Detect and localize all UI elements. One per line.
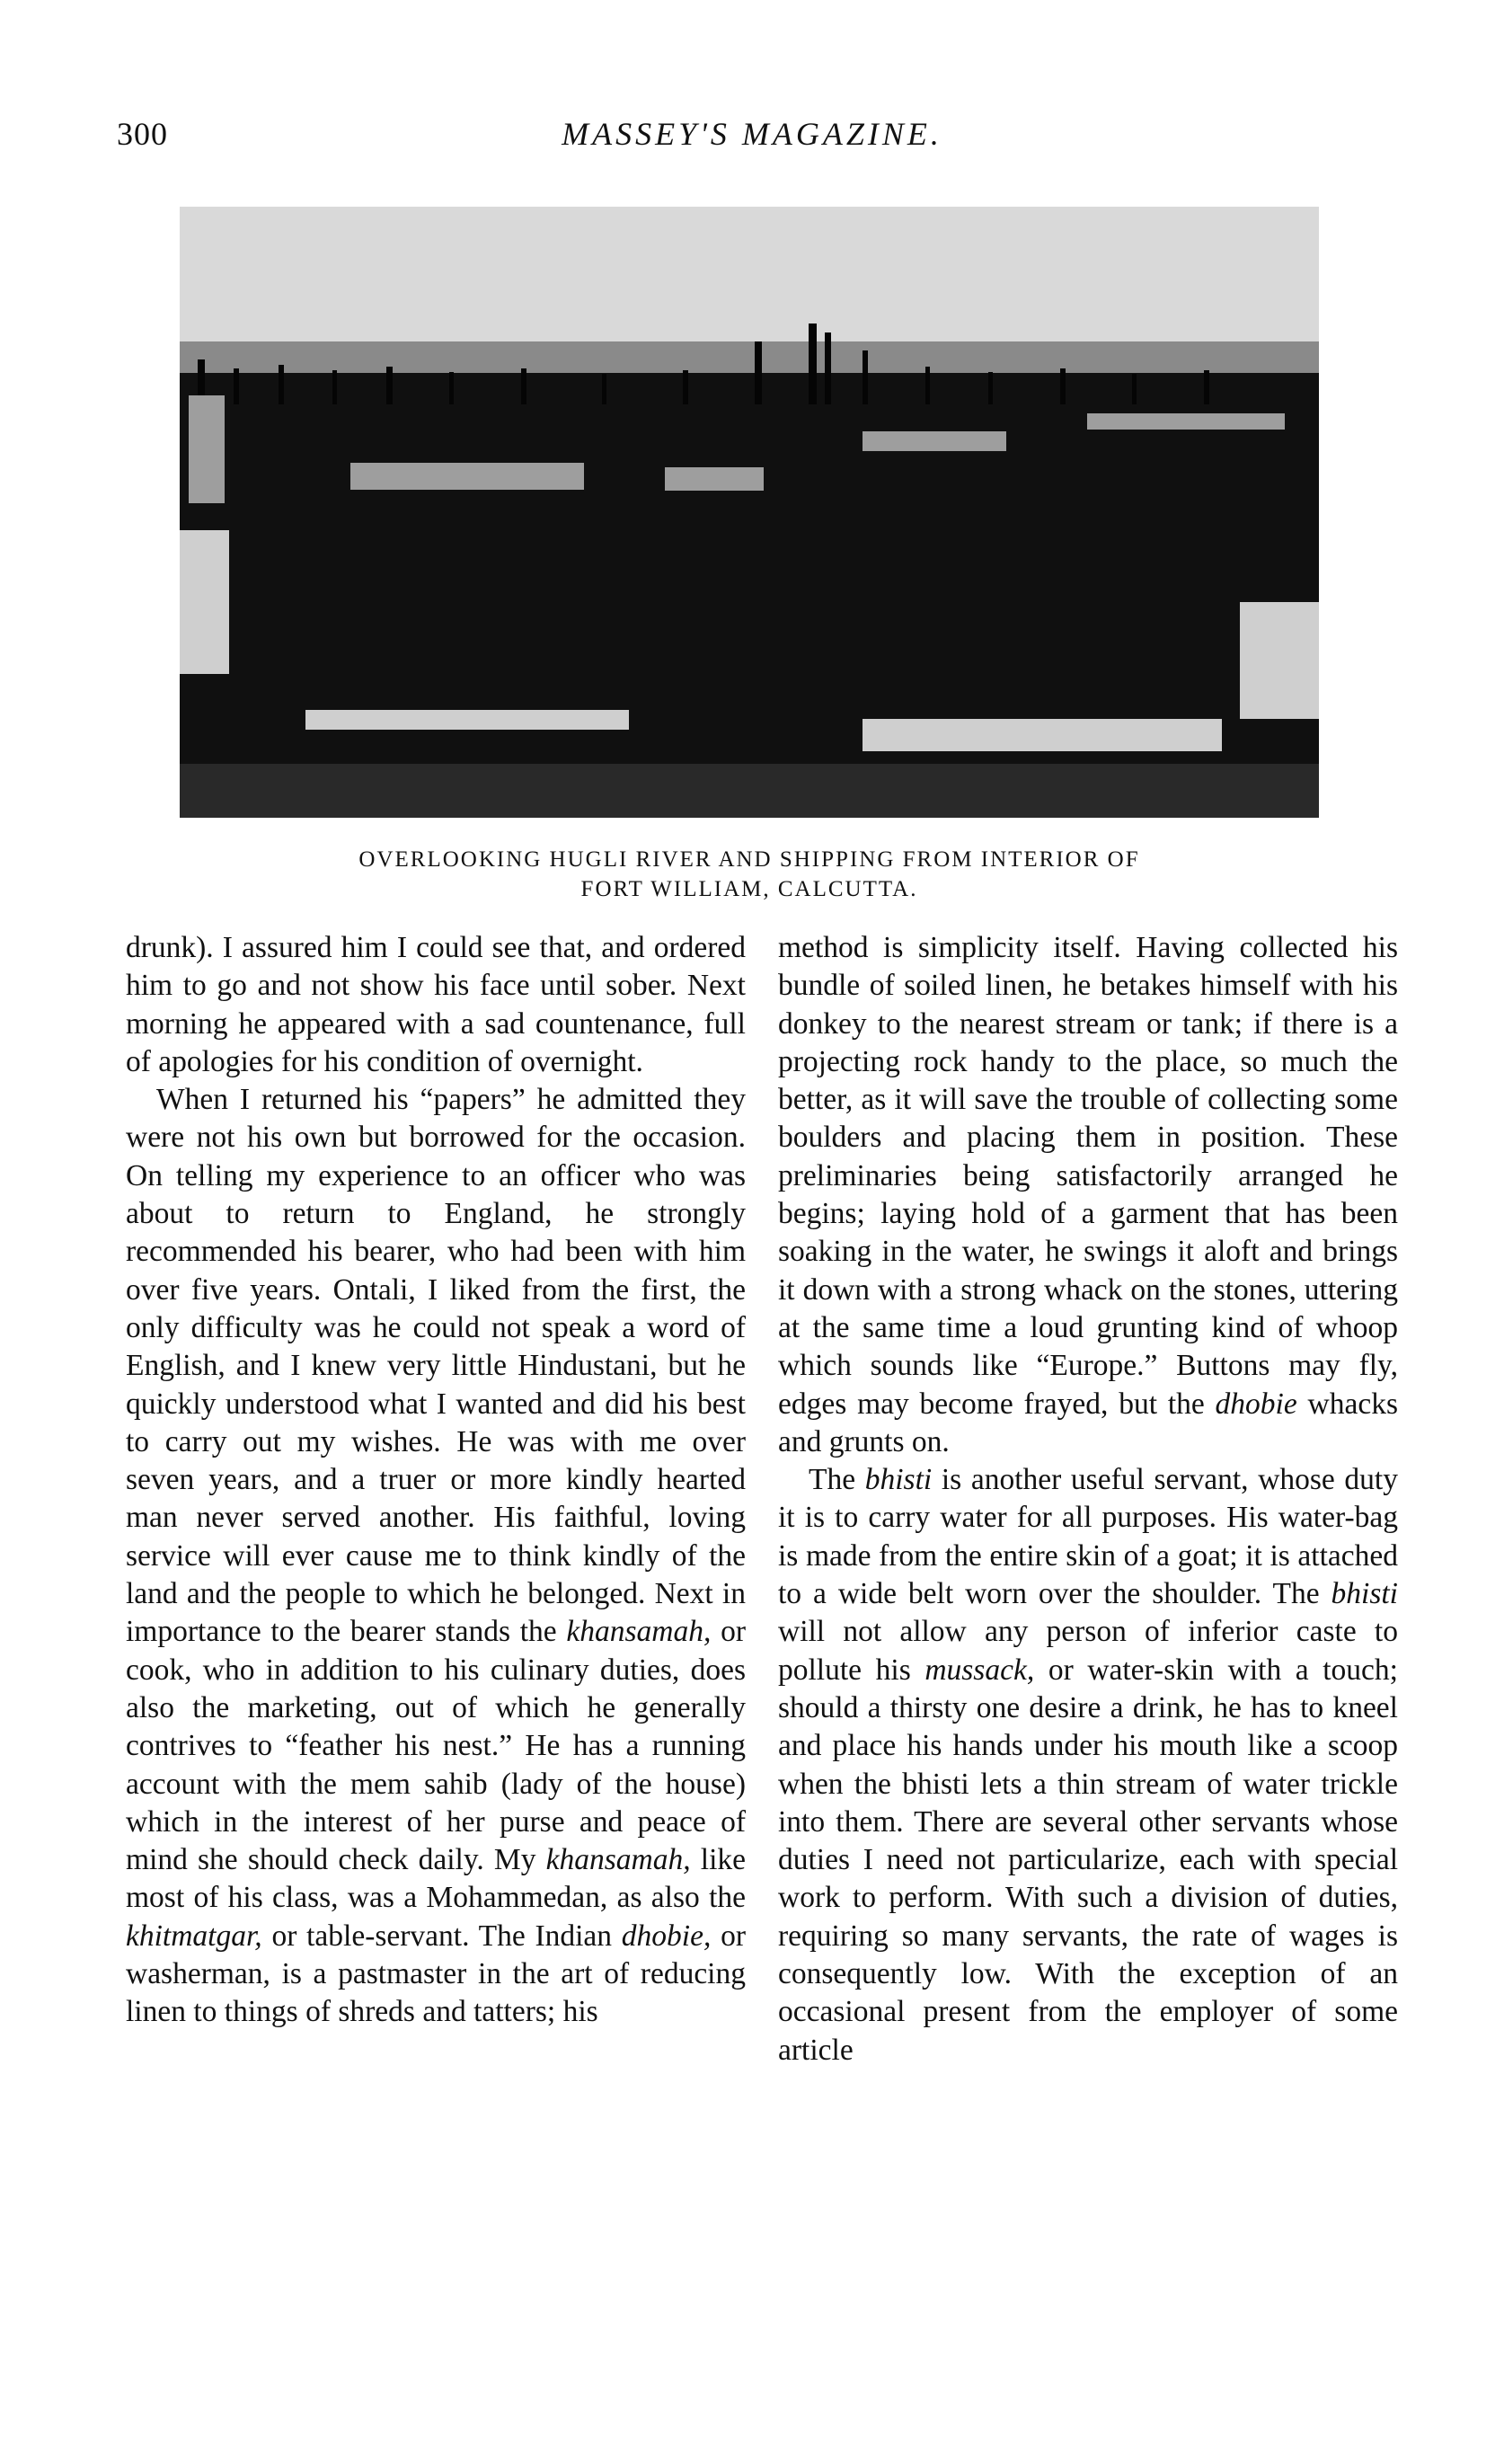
page-number: 300 [117, 116, 168, 152]
running-head: MASSEY'S MAGAZINE. [562, 116, 942, 152]
paragraph: The bhisti is another useful servant, whose duty it is to carry water for all purposes. His water-bag is made from the entire skin of a goat; it is attached to a wide belt worn over the shoulder. The bhisti will not allow any person of inferior caste to pollute his mussack, or water-skin with a touch; should a thirsty one desire a drink, he has to kneel and place his hands under his mouth like a scoop when the bhisti lets a thin stream of water trickle into them. There are several other servants whose duties I need not particularize, each with special work to perform. With such a division of duties, requiring so many servants, the rate of wages is consequently low. With the exception of an occasional present from the employer of some article [778, 1463, 1398, 2067]
caption-line-1: OVERLOOKING HUGLI RIVER AND SHIPPING FROM INTERIOR OF [358, 847, 1140, 872]
right-column [778, 929, 1398, 2070]
paragraph: method is simplicity itself. Having collected his bundle of soiled linen, he betakes himself with his donkey to the nearest stream or tank; if there is a projecting rock handy to the place, so much the better, as it will save the trouble of collecting some boulders and placing them in position. These preliminaries being satisfactorily arranged he begins; laying hold of a garment that has been soaking in the water, he swings it aloft and brings it down with a strong whack on the stones, uttering at the same time a loud grunting kind of whoop which sounds like “Europe.” Buttons may fly, edges may become frayed, but the dhobie whacks and grunts on. [778, 931, 1398, 1458]
photo-caption [180, 845, 1319, 904]
photograph [180, 207, 1319, 818]
paragraph: When I returned his “papers” he admitted they were not his own but borrowed for the occasion. On telling my experience to an officer who was about to return to England, he strongly recommended his bearer, who had been with him over five years. Ontali, I liked from the first, the only difficulty was he could not speak a word of English, and I knew very little Hindustani, but he quickly understood what I wanted and did his best to carry out my wishes. He was with me over seven years, and a truer or more kindly hearted man never served another. His faithful, loving service will ever cause me to think kindly of the land and the people to which he belonged. Next in importance to the bearer stands the khansamah, or cook, who in addition to his culinary duties, does also the marketing, out of which he generally contrives to “feather his nest.” He has a running account with the mem sahib (lady of the house) which in the interest of her purse and peace of mind she should check daily. My khansamah, like most of his class, was a Mohammedan, as also the khitmatgar, or table-servant. The Indian dhobie, or washerman, is a pastmaster in the art of reducing linen to things of shreds and tatters; his [126, 1083, 747, 2029]
paragraph: drunk). I assured him I could see that, and ordered him to go and not show his face until sober. Next morning he appeared with a sad countenance, full of apologies for his condition of overnight. [126, 931, 746, 1078]
caption-line-2: FORT WILLIAM, CALCUTTA. [580, 877, 918, 901]
left-column [126, 929, 746, 2032]
photo-illustration [180, 207, 1319, 818]
